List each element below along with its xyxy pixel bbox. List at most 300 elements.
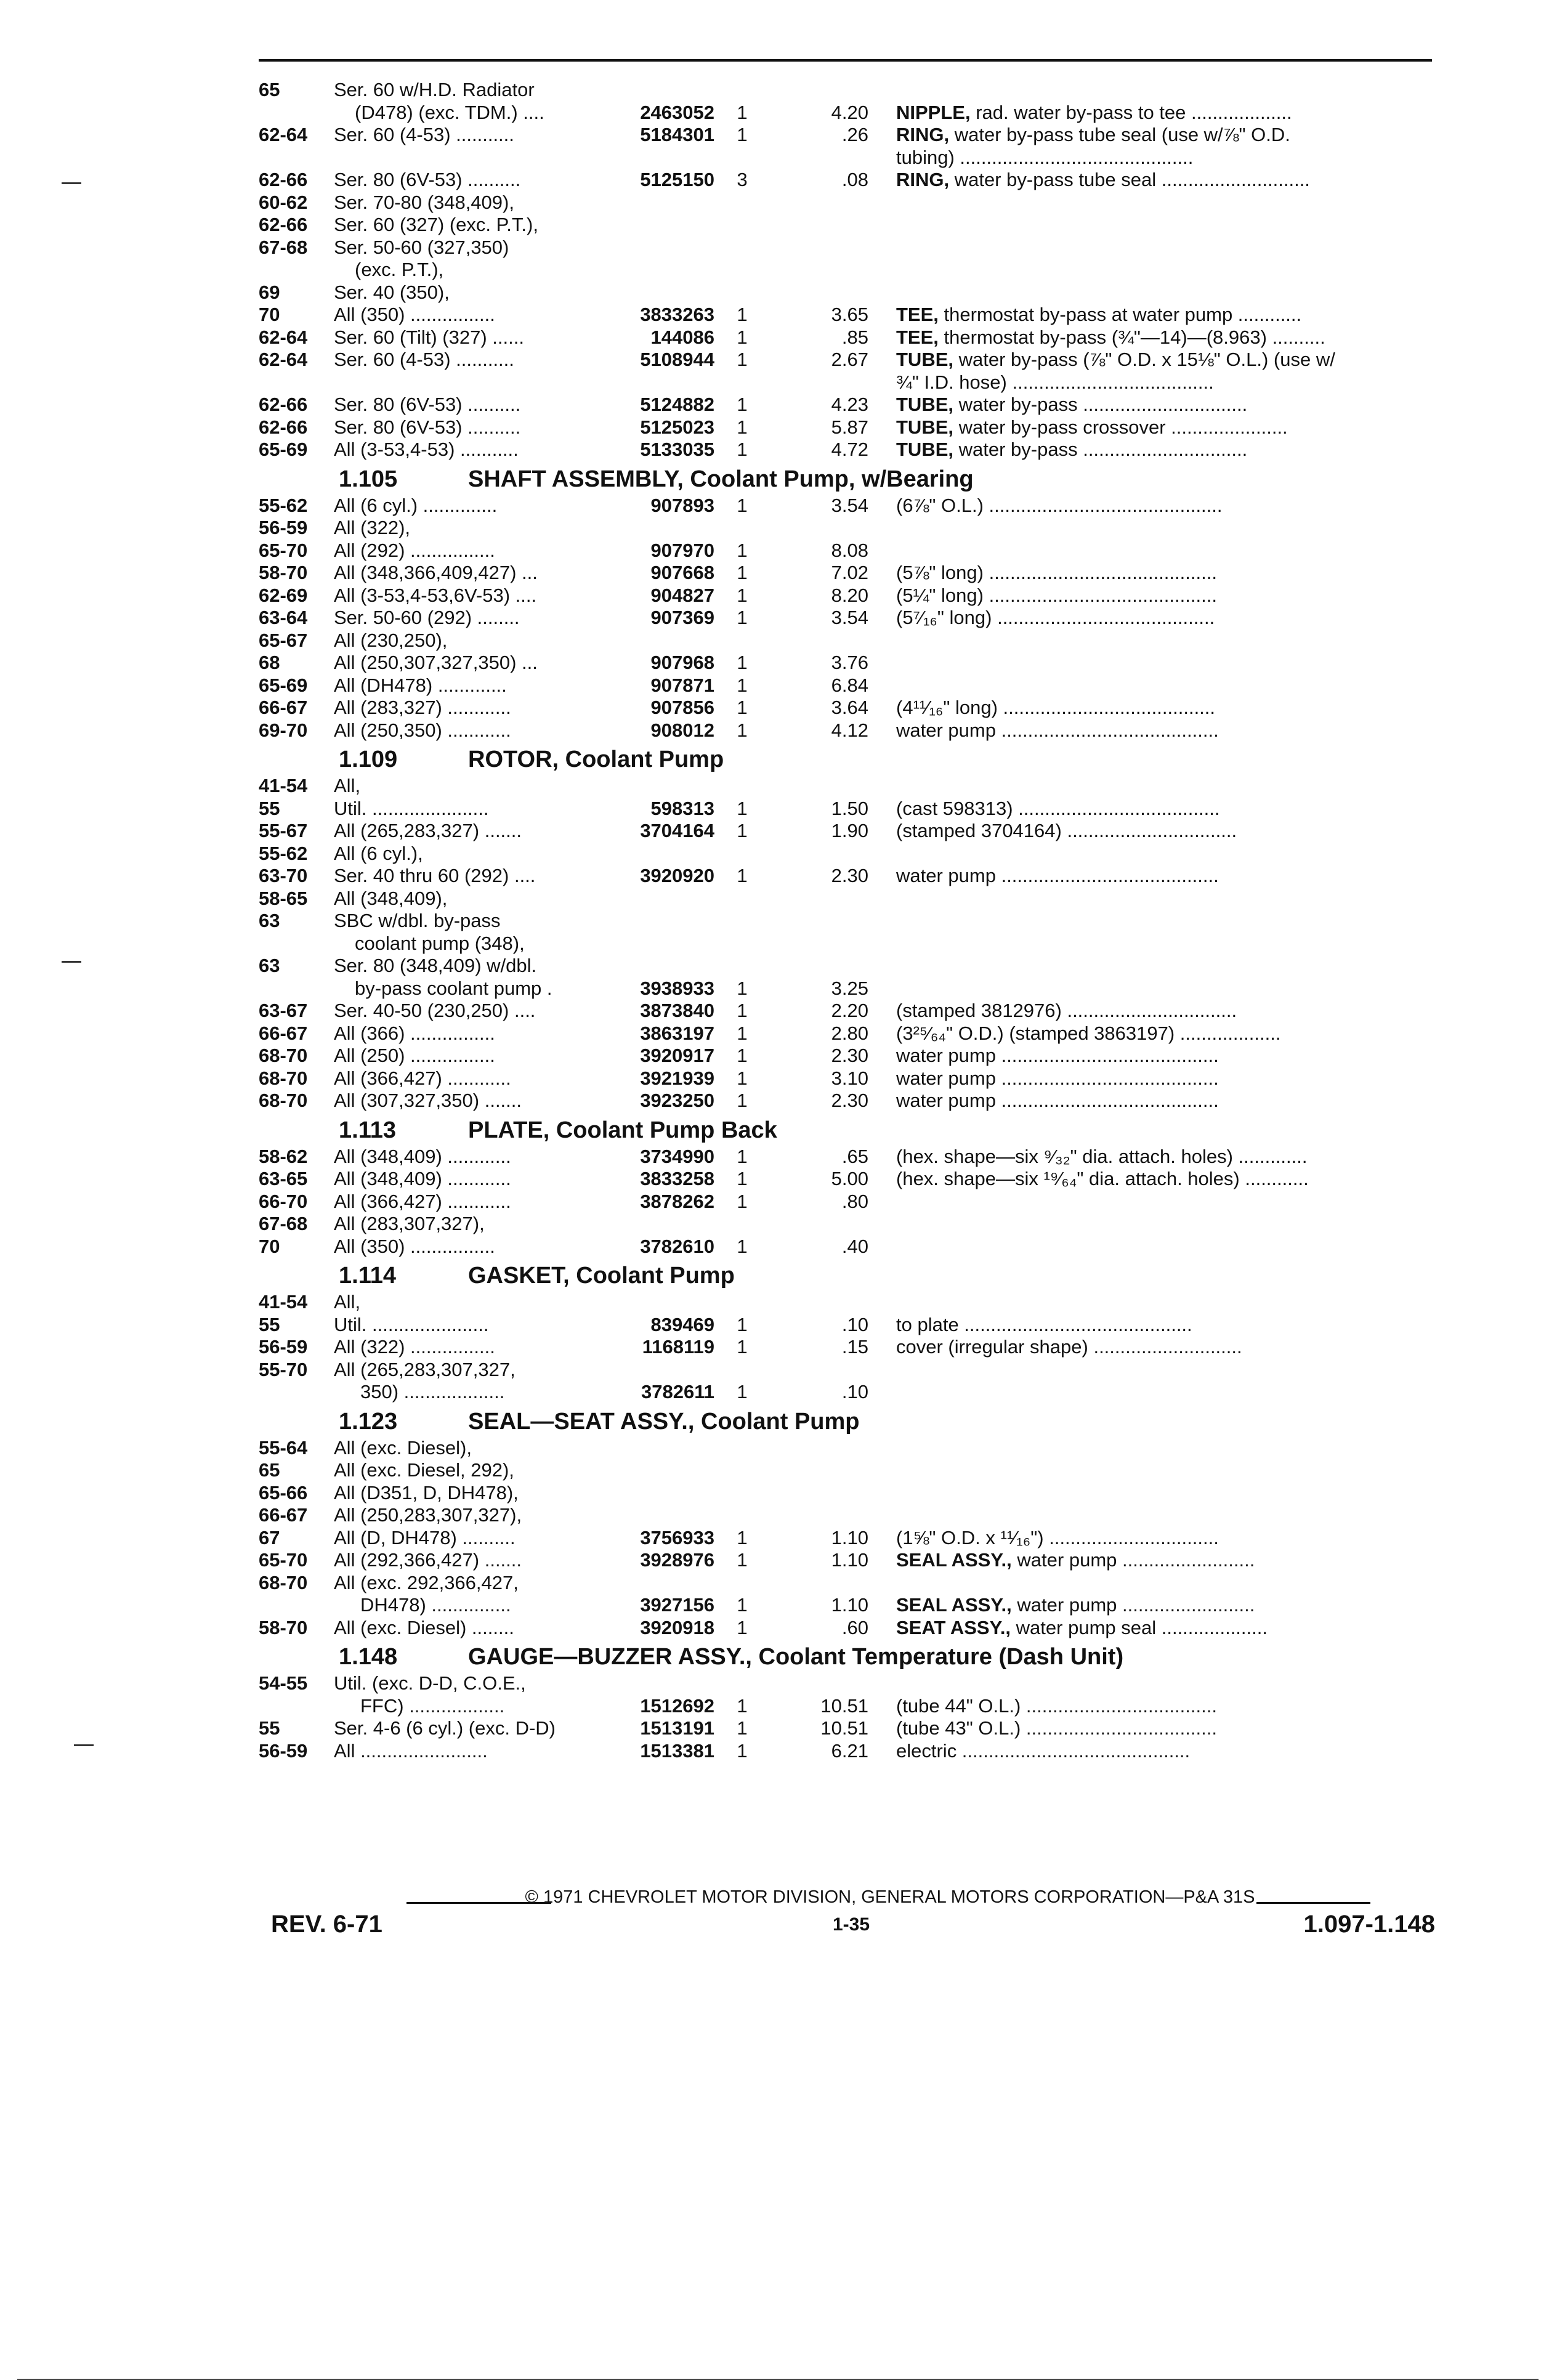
model-years: 70 [259, 304, 280, 325]
price: .80 [841, 1190, 868, 1212]
application: (D478) (exc. TDM.) .... [355, 101, 544, 123]
description [896, 1067, 1435, 1090]
price: .08 [841, 169, 868, 190]
model-years: 68-70 [259, 1090, 308, 1111]
model-years: 65-69 [259, 439, 308, 460]
catalog-row [259, 697, 1435, 719]
part-number: 3833263 [640, 304, 714, 325]
application: Util. ...................... [334, 797, 489, 819]
description [896, 1740, 1435, 1763]
price: 2.30 [831, 1090, 868, 1111]
price: 1.10 [831, 1526, 868, 1548]
description-keyword: TUBE, [896, 349, 953, 370]
price: 5.87 [831, 416, 868, 438]
model-years: 58-65 [259, 887, 308, 909]
application: Ser. 40 (350), [334, 281, 450, 303]
section-title: PLATE, Coolant Pump Back [468, 1117, 777, 1143]
margin-mark [62, 182, 81, 184]
catalog-row [259, 1146, 1435, 1168]
model-years: 58-62 [259, 1145, 308, 1167]
application: Util. (exc. D-D, C.O.E., [334, 1672, 526, 1694]
section-header [259, 1258, 1435, 1291]
application: All (366,427) ............ [334, 1190, 511, 1212]
quantity: 1 [737, 416, 748, 438]
description-keyword: NIPPLE, [896, 101, 971, 123]
description [896, 1594, 1435, 1617]
quantity: 1 [737, 820, 748, 841]
price: .60 [841, 1616, 868, 1638]
copyright-line [271, 1885, 1435, 1909]
catalog-row [259, 304, 1435, 326]
application: All ........................ [334, 1739, 488, 1762]
catalog-row [259, 910, 1435, 933]
description [896, 102, 1435, 124]
description-text: electric ........................................... [896, 1739, 1191, 1762]
price: .85 [841, 326, 868, 348]
description-text: water pump ......................................... [896, 865, 1219, 886]
application: Ser. 50-60 (327,350) [334, 236, 509, 258]
price: 3.25 [831, 977, 868, 999]
section-number: 1.123 [339, 1408, 398, 1435]
model-years: 58-70 [259, 1616, 308, 1638]
part-number: 3938933 [640, 977, 714, 999]
quantity: 1 [737, 607, 748, 628]
part-number: 5125023 [640, 416, 714, 438]
price: 8.08 [831, 539, 868, 561]
application: All (250,283,307,327), [334, 1504, 522, 1526]
catalog-row [259, 1617, 1435, 1640]
model-years: 69 [259, 281, 280, 303]
description-text: (stamped 3812976) ................................ [896, 1000, 1237, 1021]
model-years: 58-70 [259, 562, 308, 583]
quantity: 3 [737, 169, 748, 190]
description [896, 1695, 1435, 1718]
description [896, 1617, 1435, 1640]
price: .10 [841, 1313, 868, 1335]
margin-mark [62, 961, 81, 963]
description [896, 697, 1435, 719]
catalog-row [259, 1045, 1435, 1067]
price: 5.00 [831, 1168, 868, 1189]
catalog-row [259, 1291, 1435, 1314]
catalog-row [259, 371, 1435, 394]
catalog-row [259, 1191, 1435, 1213]
part-number: 3920920 [640, 865, 714, 886]
section-number: 1.109 [339, 747, 398, 772]
model-years: 56-59 [259, 1739, 308, 1762]
description-keyword: TUBE, [896, 394, 953, 415]
application: All (3-53,4-53) ........... [334, 439, 519, 460]
description-text: water pump ......................................... [896, 719, 1219, 741]
quantity: 1 [737, 439, 748, 460]
catalog-row [259, 540, 1435, 562]
catalog-row [259, 1695, 1435, 1718]
model-years: 62-69 [259, 584, 308, 606]
catalog-row [259, 1572, 1435, 1595]
model-years: 67 [259, 1526, 280, 1548]
description-text: water pump ......................................... [896, 1090, 1219, 1111]
quantity: 1 [737, 584, 748, 606]
description [896, 439, 1435, 461]
description-keyword: TEE, [896, 304, 939, 325]
application: All (322), [334, 517, 411, 538]
model-years: 66-67 [259, 1022, 308, 1044]
description [896, 1717, 1435, 1740]
quantity: 1 [737, 326, 748, 348]
description [896, 349, 1435, 371]
application: All (348,409) ............ [334, 1168, 511, 1189]
catalog-row [259, 607, 1435, 629]
catalog-row [259, 1090, 1435, 1112]
catalog-row [259, 629, 1435, 652]
part-number: 907856 [650, 697, 714, 718]
catalog-row [259, 1336, 1435, 1359]
price: 2.30 [831, 865, 868, 886]
model-years: 66-70 [259, 1190, 308, 1212]
description-text: water by-pass crossover ...................... [958, 416, 1288, 438]
model-years: 62-66 [259, 416, 308, 438]
application: All, [334, 1291, 361, 1313]
model-years: 63 [259, 955, 280, 976]
quantity: 1 [737, 1090, 748, 1111]
application: Ser. 50-60 (292) ........ [334, 607, 520, 628]
application: coolant pump (348), [355, 932, 525, 954]
description-text: (3²⁵⁄₆₄" O.D.) (stamped 3863197) ................... [896, 1022, 1281, 1044]
application: Util. ...................... [334, 1313, 489, 1335]
catalog-row [259, 1527, 1435, 1550]
price: 1.50 [831, 797, 868, 819]
application: Ser. 60 (4-53) ........... [334, 349, 514, 370]
quantity: 1 [737, 1313, 748, 1335]
model-years: 41-54 [259, 775, 308, 796]
description-text: (stamped 3704164) ................................ [896, 820, 1237, 841]
application: All (307,327,350) ....... [334, 1090, 522, 1111]
model-years: 63 [259, 910, 280, 931]
application: All (348,409) ............ [334, 1145, 511, 1167]
model-years: 65-70 [259, 1549, 308, 1571]
description [896, 1000, 1435, 1022]
catalog-row [259, 1482, 1435, 1505]
description-text: water pump seal .................... [1016, 1616, 1268, 1638]
description-keyword: TUBE, [896, 416, 953, 438]
quantity: 1 [737, 977, 748, 999]
application: Ser. 80 (6V-53) .......... [334, 169, 521, 190]
section-number: 1.105 [339, 466, 398, 492]
part-number: 144086 [650, 326, 714, 348]
model-years: 68 [259, 652, 280, 673]
application: All (348,409), [334, 887, 448, 909]
description-text: tubing) ............................................ [896, 146, 1194, 168]
price: 2.30 [831, 1045, 868, 1066]
part-number: 908012 [650, 719, 714, 741]
application: Ser. 80 (348,409) w/dbl. [334, 955, 537, 976]
price: .26 [841, 124, 868, 145]
description [896, 1168, 1435, 1191]
description [896, 607, 1435, 629]
catalog-row [259, 1437, 1435, 1460]
model-years: 62-66 [259, 169, 308, 190]
quantity: 1 [737, 562, 748, 583]
catalog-row [259, 1000, 1435, 1022]
section-title: GAUGE—BUZZER ASSY., Coolant Temperature (Dash Unit) [468, 1644, 1124, 1670]
model-years: 65 [259, 79, 280, 100]
quantity: 1 [737, 1616, 748, 1638]
part-number: 907968 [650, 652, 714, 673]
quantity: 1 [737, 652, 748, 673]
catalog-row [259, 169, 1435, 192]
model-years: 54-55 [259, 1672, 308, 1694]
quantity: 1 [737, 539, 748, 561]
part-number: 1168119 [642, 1336, 714, 1358]
model-years: 65-66 [259, 1481, 308, 1504]
part-number: 839469 [650, 1313, 714, 1335]
description-text: water by-pass ............................... [958, 439, 1248, 460]
part-number: 5133035 [640, 439, 714, 460]
description-text: water pump ......................................... [896, 1045, 1219, 1066]
price: .15 [841, 1336, 868, 1358]
part-number: 907970 [650, 539, 714, 561]
quantity: 1 [737, 124, 748, 145]
model-years: 67-68 [259, 236, 308, 258]
catalog-row [259, 1236, 1435, 1258]
part-number: 3921939 [640, 1067, 714, 1089]
model-years: 62-66 [259, 394, 308, 415]
description [896, 371, 1435, 394]
model-years: 69-70 [259, 719, 308, 741]
page-number: 1-35 [833, 1914, 870, 1935]
description-keyword: SEAL ASSY., [896, 1594, 1012, 1616]
catalog-row [259, 439, 1435, 461]
part-number: 3920917 [640, 1045, 714, 1066]
application: All (D351, D, DH478), [334, 1481, 519, 1504]
application: All, [334, 775, 361, 796]
part-number: 3923250 [640, 1090, 714, 1111]
description [896, 1549, 1435, 1572]
application: All (350) ................ [334, 1235, 495, 1257]
description-keyword: SEAL ASSY., [896, 1549, 1012, 1571]
description [896, 416, 1435, 439]
copyright-text: © 1971 CHEVROLET MOTOR DIVISION, GENERAL MOTORS CORPORATION—P&A 31S [525, 1887, 1255, 1907]
price: 3.10 [831, 1067, 868, 1089]
model-years: 41-54 [259, 1291, 308, 1313]
price: 10.51 [820, 1694, 868, 1717]
description [896, 585, 1435, 607]
catalog-row [259, 1168, 1435, 1191]
description [896, 798, 1435, 820]
part-number: 1513381 [640, 1739, 714, 1762]
application: Ser. 80 (6V-53) .......... [334, 416, 521, 438]
description-text: (1⅝" O.D. x ¹¹⁄₁₆") ................................ [896, 1526, 1219, 1548]
part-number: 907871 [650, 674, 714, 696]
part-number: 1513191 [640, 1717, 714, 1739]
application: All (230,250), [334, 629, 448, 651]
description-keyword: TEE, [896, 326, 939, 348]
catalog-row [259, 1459, 1435, 1482]
model-years: 65-69 [259, 674, 308, 696]
description [896, 719, 1435, 742]
part-number: 3833258 [640, 1168, 714, 1189]
application: FFC) .................. [360, 1694, 505, 1717]
description-text: water pump ......................................... [896, 1067, 1219, 1089]
price: 1.10 [831, 1549, 868, 1571]
section-title: SEAL—SEAT ASSY., Coolant Pump [468, 1408, 860, 1435]
description-text: (5⅞" long) ........................................... [896, 562, 1217, 583]
application: All (283,327) ............ [334, 697, 511, 718]
section-title: GASKET, Coolant Pump [468, 1263, 735, 1289]
application: All (DH478) ............. [334, 674, 507, 696]
top-rule [259, 59, 1432, 62]
description [896, 1336, 1435, 1359]
part-number: 3756933 [640, 1526, 714, 1548]
application: 350) ................... [360, 1381, 505, 1402]
catalog-row [259, 1740, 1435, 1763]
application: Ser. 70-80 (348,409), [334, 191, 514, 213]
application: (exc. P.T.), [355, 259, 444, 280]
model-years: 68-70 [259, 1571, 308, 1593]
model-years: 62-66 [259, 214, 308, 235]
price: 7.02 [831, 562, 868, 583]
model-years: 56-59 [259, 1336, 308, 1358]
catalog-row [259, 652, 1435, 674]
catalog-row [259, 585, 1435, 607]
model-years: 68-70 [259, 1045, 308, 1066]
application: Ser. 40 thru 60 (292) .... [334, 865, 536, 886]
application: Ser. 60 (327) (exc. P.T.), [334, 214, 538, 235]
description [896, 304, 1435, 326]
description-text: thermostat by-pass (¾"—14)—(8.963) .......... [944, 326, 1325, 348]
catalog-row [259, 1381, 1435, 1404]
section-header [259, 1639, 1435, 1672]
description-text: (5⁷⁄₁₆" long) ......................................... [896, 607, 1215, 628]
application: All (250,307,327,350) ... [334, 652, 538, 673]
catalog-row [259, 1359, 1435, 1382]
part-number: 5125150 [640, 169, 714, 190]
price: 3.54 [831, 607, 868, 628]
part-number: 907369 [650, 607, 714, 628]
section-number: 1.113 [339, 1117, 396, 1143]
application: All (exc. Diesel) ........ [334, 1616, 514, 1638]
catalog-row [259, 394, 1435, 416]
application: All (292) ................ [334, 539, 495, 561]
catalog-row [259, 798, 1435, 820]
quantity: 1 [737, 494, 748, 516]
catalog-row [259, 1672, 1435, 1695]
model-years: 62-64 [259, 124, 308, 145]
price: 3.65 [831, 304, 868, 325]
quantity: 1 [737, 1336, 748, 1358]
price: 8.20 [831, 584, 868, 606]
quantity: 1 [737, 1045, 748, 1066]
description-text: water by-pass tube seal (use w/⅞" O.D. [954, 124, 1290, 145]
copyright-rule-right [1256, 1902, 1370, 1904]
quantity: 1 [737, 1168, 748, 1189]
catalog-row [259, 124, 1435, 147]
price: .10 [841, 1381, 868, 1402]
description [896, 562, 1435, 585]
catalog-row [259, 495, 1435, 517]
model-years: 70 [259, 1235, 280, 1257]
model-years: 55-62 [259, 494, 308, 516]
description-text: water by-pass tube seal ............................ [954, 169, 1310, 190]
application: Ser. 60 (4-53) ........... [334, 124, 514, 145]
catalog-row [259, 1717, 1435, 1740]
model-years: 63-67 [259, 1000, 308, 1021]
application: All (6 cyl.), [334, 842, 423, 864]
catalog-row [259, 933, 1435, 955]
application: All (exc. 292,366,427, [334, 1571, 519, 1593]
description-keyword: SEAT ASSY., [896, 1616, 1011, 1638]
catalog-row [259, 1213, 1435, 1236]
price: 1.90 [831, 820, 868, 841]
application: All (292,366,427) ....... [334, 1549, 522, 1571]
description-text: thermostat by-pass at water pump ............ [944, 304, 1302, 325]
application: Ser. 4-6 (6 cyl.) (exc. D-D) [334, 1717, 556, 1739]
application: All (exc. Diesel), [334, 1436, 472, 1459]
part-number: 598313 [650, 797, 714, 819]
quantity: 1 [737, 674, 748, 696]
description [896, 394, 1435, 416]
application: All (350) ................ [334, 304, 495, 325]
description-text: water pump ......................... [1017, 1549, 1255, 1571]
part-number: 3878262 [640, 1190, 714, 1212]
quantity: 1 [737, 349, 748, 370]
model-years: 65 [259, 1459, 280, 1481]
description [896, 495, 1435, 517]
section-number: 1.114 [339, 1263, 396, 1289]
model-years: 55 [259, 797, 280, 819]
parts-catalog [259, 79, 1435, 1762]
page-footer [271, 1885, 1435, 1941]
margin-mark [74, 1744, 94, 1746]
price: 6.84 [831, 674, 868, 696]
catalog-row [259, 147, 1435, 169]
quantity: 1 [737, 719, 748, 741]
description-text: rad. water by-pass to tee ................... [976, 101, 1292, 123]
application: by-pass coolant pump . [355, 977, 552, 999]
section-range: 1.097-1.148 [1303, 1911, 1435, 1938]
description-text: (tube 44" O.L.) .................................... [896, 1694, 1217, 1717]
description-keyword: TUBE, [896, 439, 953, 460]
catalog-row [259, 281, 1435, 304]
catalog-row [259, 517, 1435, 540]
application: All (265,283,327) ....... [334, 820, 522, 841]
application: All (250) ................ [334, 1045, 495, 1066]
model-years: 66-67 [259, 697, 308, 718]
section-header [259, 1404, 1435, 1437]
model-years: 63-65 [259, 1168, 308, 1189]
quantity: 1 [737, 101, 748, 123]
price: 10.51 [820, 1717, 868, 1739]
description-text: (cast 598313) ...................................... [896, 797, 1220, 819]
description [896, 820, 1435, 843]
description-text: (tube 43" O.L.) .................................... [896, 1717, 1217, 1739]
description [896, 147, 1435, 169]
catalog-row [259, 1067, 1435, 1090]
application: All (366,427) ............ [334, 1067, 511, 1089]
part-number: 907893 [650, 494, 714, 516]
quantity: 1 [737, 1190, 748, 1212]
section-title: SHAFT ASSEMBLY, Coolant Pump, w/Bearing [468, 466, 974, 492]
application: DH478) ............... [360, 1594, 511, 1616]
catalog-row [259, 237, 1435, 259]
part-number: 5184301 [640, 124, 714, 145]
application: Ser. 60 w/H.D. Radiator [334, 79, 535, 100]
part-number: 3920918 [640, 1616, 714, 1638]
catalog-row [259, 719, 1435, 742]
description-keyword: RING, [896, 124, 950, 145]
description [896, 1314, 1435, 1337]
application: All (322) ................ [334, 1336, 495, 1358]
